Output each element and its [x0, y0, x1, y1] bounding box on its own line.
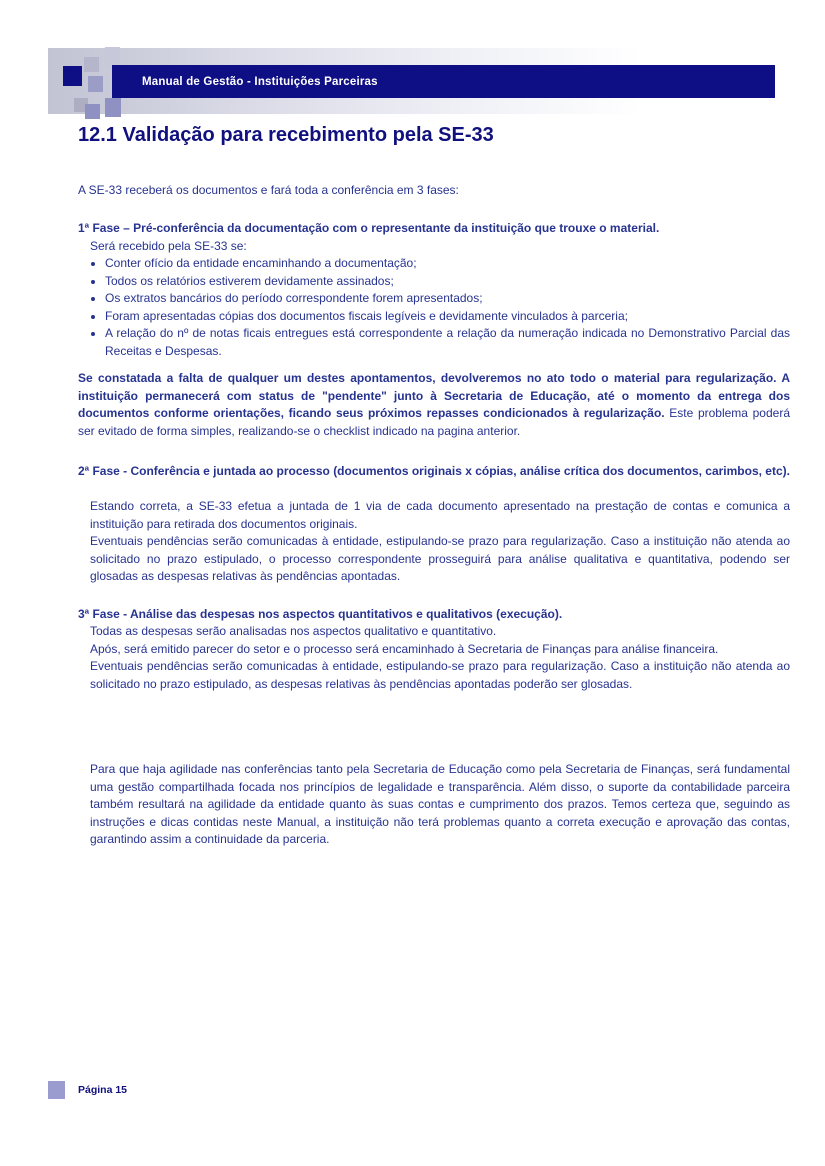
phase1-heading: 1ª Fase – Pré-conferência da documentação com o representante da instituição que trouxe o material. — [78, 221, 660, 235]
warning-bold-text: Se constatada a falta de qualquer um destes apontamentos, devolveremos no ato todo o material para regularização. A instituição permanecerá com status de "pendente" junto à Secretaria de Educação, até o momento da entrega dos documentos conforme orientações, ficando seus próximos repasses condicionados à regularização. — [78, 371, 790, 420]
page-number-label: Página 15 — [78, 1084, 128, 1096]
phase2-body — [90, 498, 790, 586]
bullet-item: • Foram apresentadas cópias dos documentos fiscais legíveis e devidamente vinculados à parceria; — [105, 308, 790, 326]
phase3-paragraph: Todas as despesas serão analisadas nos aspectos qualitativo e quantitativo. — [90, 624, 497, 638]
bullet-item: • A relação do nº de notas ficais entregues está correspondente a relação da numeração indicada no Demonstrativo Parcial das Receitas e Despesas. — [105, 325, 790, 360]
deco-square — [105, 98, 121, 117]
header-bar — [112, 65, 775, 98]
page-title: 12.1 Validação para recebimento pela SE-33 — [78, 124, 494, 146]
phase3-heading: 3ª Fase - Análise das despesas nos aspectos quantitativos e qualitativos (execução). — [78, 607, 563, 621]
phase3-paragraph: Após, será emitido parecer do setor e o processo será encaminhado à Secretaria de Finanças para análise financeira. — [90, 641, 719, 656]
phase2-paragraph: Estando correta, a SE-33 efetua a juntada de 1 via de cada documento apresentado na prestação de contas e comunica a instituição para retirada dos documentos originais. — [90, 499, 790, 531]
bullet-item: • Todos os relatórios estiverem devidamente assinados; — [105, 273, 790, 291]
phase3-paragraph: Eventuais pendências serão comunicadas à entidade, estipulando-se prazo para regularização. Caso a instituição não atenda ao solicitado no prazo estipulado, as despesas relativas às pendências apontadas poderão ser glosadas. — [90, 659, 790, 691]
phase1-subheading: Será recebido pela SE-33 se: — [90, 239, 247, 253]
warning-note-text: Este problema poderá ser evitado de forma simples, realizando-se o checklist indicado na pagina anterior. — [78, 406, 790, 438]
bullet-item: • Os extratos bancários do período correspondente forem apresentados; — [105, 290, 790, 308]
closing-paragraph: Para que haja agilidade nas conferências tanto pela Secretaria de Educação como pela Secretaria de Finanças, será fundamental uma gestão compartilhada focada nos princípios de legalidade e transparência. Além disso, o suporte da contabilidade parceira também resultará na agilidade da entidade quanto às suas contas e cumprimento dos prazos. Temos certeza que, seguindo as instruções e dicas contidas neste Manual, a instituição não terá problemas quanto a correta execução e aprovação das contas, garantindo assim a continuidade da parceria. — [90, 762, 790, 846]
footer-deco-square — [48, 1081, 65, 1099]
deco-square — [88, 76, 103, 92]
deco-square — [84, 57, 99, 72]
deco-square-navy — [63, 66, 82, 86]
phase2-heading: 2ª Fase - Conferência e juntada ao processo (documentos originais x cópias, análise crítica dos documentos, carimbos, etc). — [78, 464, 790, 478]
deco-square — [105, 47, 120, 66]
intro-paragraph: A SE-33 receberá os documentos e fará toda a conferência em 3 fases: — [78, 183, 459, 197]
phase1-bullet-list — [90, 255, 790, 360]
bullet-item: • Conter ofício da entidade encaminhando a documentação; — [105, 255, 790, 273]
header-bar-title: Manual de Gestão - Instituições Parceiras — [142, 75, 378, 88]
phase2-paragraph: Eventuais pendências serão comunicadas à entidade, estipulando-se prazo para regularização. Caso a instituição não atenda ao solicitado no prazo estipulado, o processo correspondente prosseguirá para análise qualitativa e quantitativa, podendo ser glosadas as despesas relativas às pendências apontadas. — [90, 534, 790, 583]
phase3-body — [90, 623, 790, 693]
deco-square — [85, 104, 100, 119]
phase1-warning-paragraph — [78, 370, 790, 440]
